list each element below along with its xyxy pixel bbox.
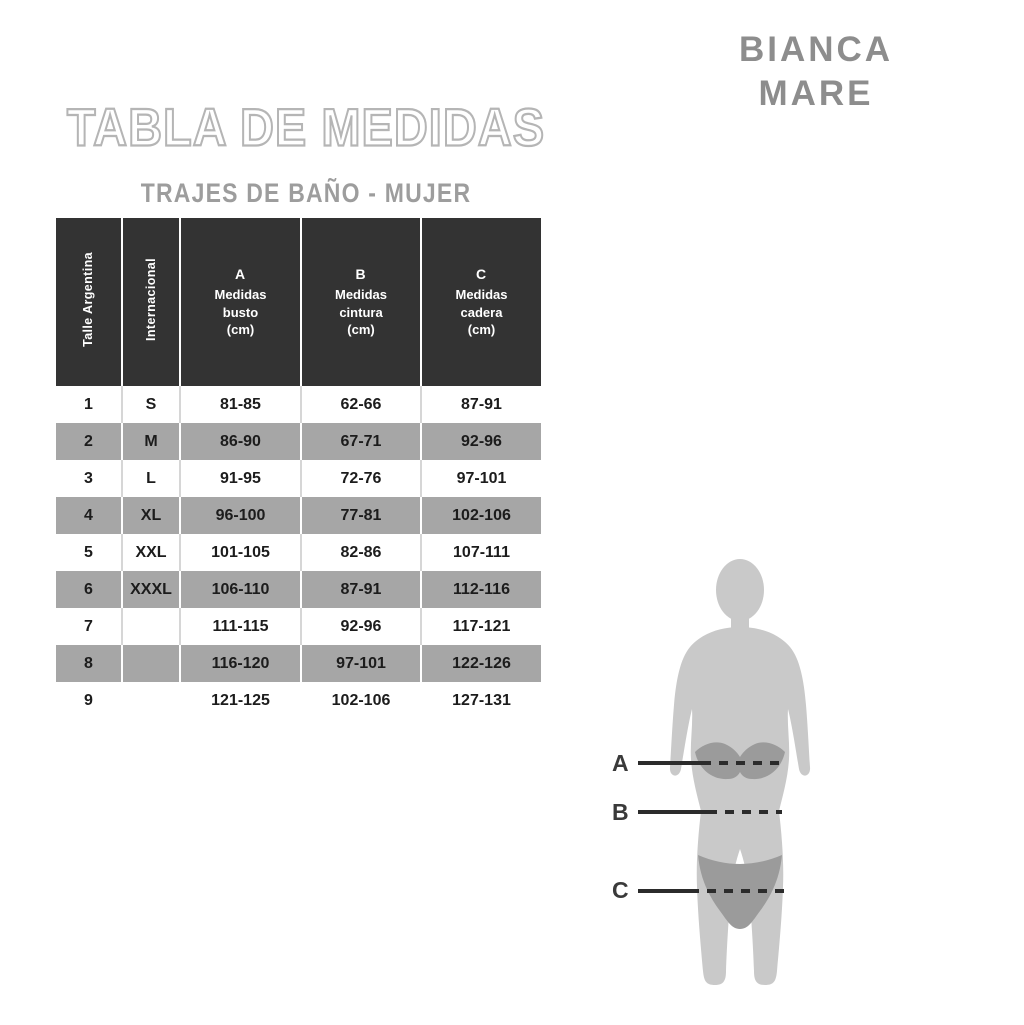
cell-cintura: 92-96 (301, 608, 421, 645)
column-header-busto (180, 218, 301, 386)
cell-internacional: M (122, 423, 180, 460)
measure-label-a: A (612, 750, 629, 776)
table-body (56, 386, 541, 719)
column-header-cintura-unit: (cm) (347, 322, 375, 338)
cell-cintura: 62-66 (301, 386, 421, 423)
cell-busto: 101-105 (180, 534, 301, 571)
cell-talle: 7 (56, 608, 122, 645)
cell-busto: 86-90 (180, 423, 301, 460)
cell-cadera: 87-91 (421, 386, 541, 423)
cell-talle: 5 (56, 534, 122, 571)
size-chart-table (56, 218, 541, 719)
column-header-cintura-line2: cintura (339, 304, 383, 320)
cell-talle: 3 (56, 460, 122, 497)
cell-busto: 91-95 (180, 460, 301, 497)
cell-cintura: 67-71 (301, 423, 421, 460)
cell-busto: 121-125 (180, 682, 301, 719)
table-row (56, 423, 541, 460)
column-header-cintura (301, 218, 421, 386)
cell-busto: 96-100 (180, 497, 301, 534)
cell-internacional: S (122, 386, 180, 423)
cell-cadera: 117-121 (421, 608, 541, 645)
cell-busto: 111-115 (180, 608, 301, 645)
column-header-cadera-letter: C (475, 266, 488, 283)
cell-cadera: 127-131 (421, 682, 541, 719)
column-header-busto-unit: (cm) (226, 322, 255, 338)
column-header-cadera-line2: cadera (460, 304, 503, 320)
female-body-silhouette-icon (590, 555, 1010, 1025)
column-header-talle-argentina (56, 218, 122, 386)
table-row (56, 534, 541, 571)
cell-talle: 8 (56, 645, 122, 682)
measure-label-b: B (612, 799, 629, 825)
cell-cadera: 122-126 (421, 645, 541, 682)
brand-line-1: BIANCA (738, 30, 894, 69)
cell-internacional (122, 682, 180, 719)
cell-cintura: 102-106 (301, 682, 421, 719)
cell-internacional (122, 608, 180, 645)
cell-cadera: 102-106 (421, 497, 541, 534)
table-row (56, 386, 541, 423)
column-header-cadera-line1: Medidas (455, 287, 508, 303)
cell-talle: 9 (56, 682, 122, 719)
cell-internacional: L (122, 460, 180, 497)
column-header-internacional-label: Internacional (143, 258, 158, 342)
table-row (56, 497, 541, 534)
cell-cadera: 97-101 (421, 460, 541, 497)
cell-busto: 116-120 (180, 645, 301, 682)
cell-cadera: 112-116 (421, 571, 541, 608)
page-title: TABLA DE MEDIDAS (66, 97, 546, 157)
cell-cadera: 92-96 (421, 423, 541, 460)
cell-internacional: XXL (122, 534, 180, 571)
cell-talle: 1 (56, 386, 122, 423)
cell-cintura: 82-86 (301, 534, 421, 571)
measure-label-c: C (612, 877, 629, 903)
table-header (56, 218, 541, 386)
column-header-busto-line1: Medidas (214, 287, 267, 303)
table-row (56, 645, 541, 682)
cell-internacional: XL (122, 497, 180, 534)
table-header-row (56, 218, 541, 386)
cell-busto: 106-110 (180, 571, 301, 608)
cell-cintura: 72-76 (301, 460, 421, 497)
cell-internacional: XXXL (122, 571, 180, 608)
brand-line-2: MARE (758, 73, 874, 113)
column-header-talle-argentina-label: Talle Argentina (81, 252, 96, 348)
cell-cintura: 97-101 (301, 645, 421, 682)
table-row (56, 682, 541, 719)
column-header-cadera (421, 218, 541, 386)
brand-logo (686, 28, 946, 116)
column-header-busto-line2: busto (222, 304, 259, 320)
cell-talle: 4 (56, 497, 122, 534)
cell-talle: 2 (56, 423, 122, 460)
column-header-cintura-letter: B (355, 266, 367, 283)
column-header-busto-letter: A (234, 266, 247, 283)
cell-talle: 6 (56, 571, 122, 608)
cell-cadera: 107-111 (421, 534, 541, 571)
column-header-cintura-line1: Medidas (334, 287, 387, 303)
cell-cintura: 87-91 (301, 571, 421, 608)
table-row (56, 571, 541, 608)
table-row (56, 460, 541, 497)
column-header-internacional (122, 218, 180, 386)
measurement-figure (590, 555, 1010, 1025)
table-row (56, 608, 541, 645)
page-subtitle: TRAJES DE BAÑO - MUJER (140, 178, 472, 208)
cell-busto: 81-85 (180, 386, 301, 423)
cell-cintura: 77-81 (301, 497, 421, 534)
column-header-cadera-unit: (cm) (467, 322, 496, 338)
cell-internacional (122, 645, 180, 682)
